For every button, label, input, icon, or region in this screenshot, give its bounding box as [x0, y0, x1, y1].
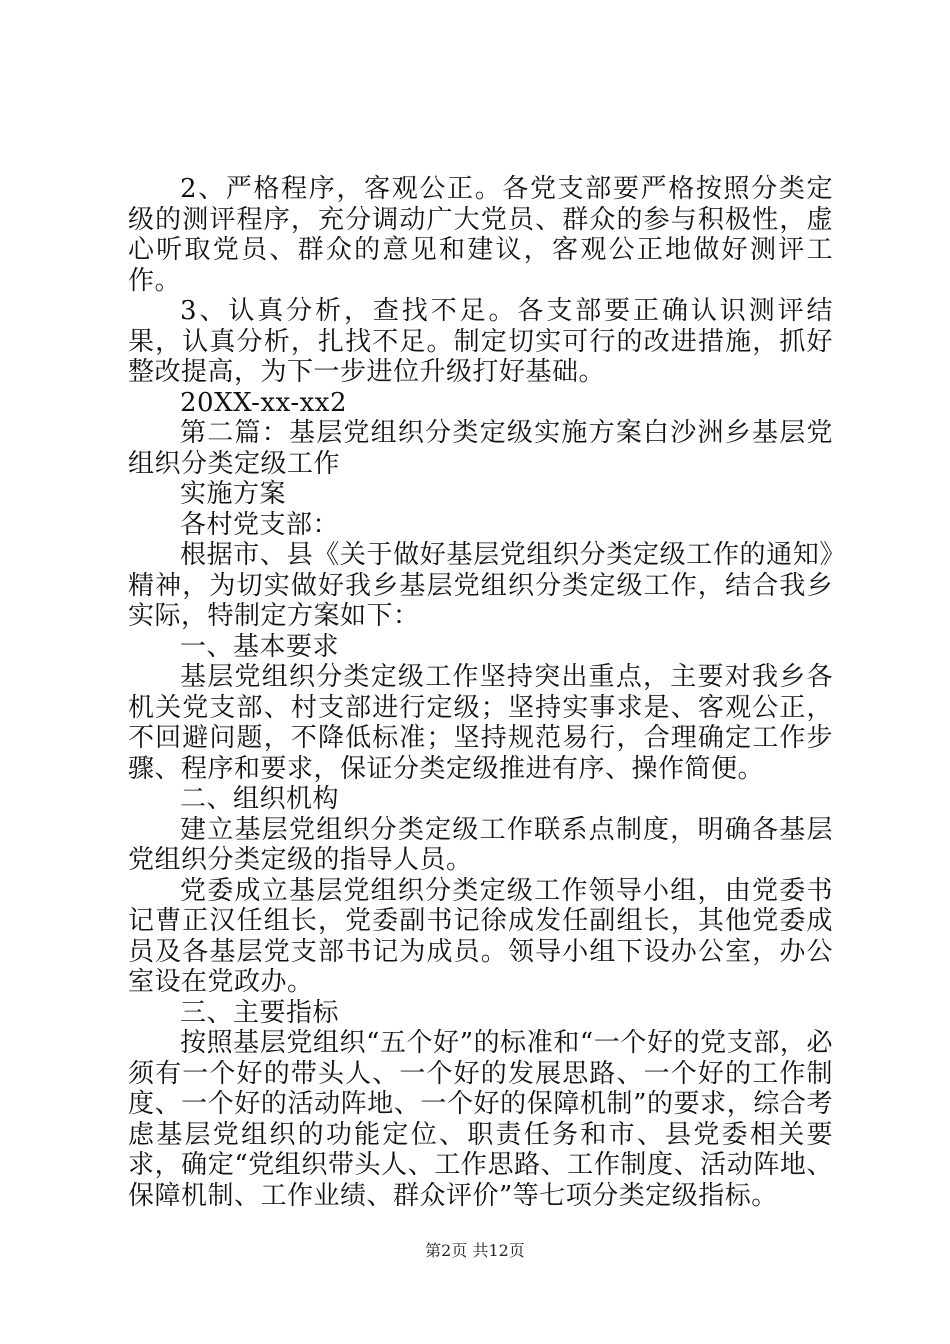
paragraph-salutation: 各村党支部： [180, 509, 340, 540]
paragraph-intro: 根据市、县《关于做好基层党组织分类定级工作的通知》精神，为切实做好我乡基层党组织分类定级工作，结合我乡实际，特制定方案如下： [128, 540, 833, 631]
heading-organization: 二、组织机构 [180, 784, 340, 814]
paragraph-leading-group: 党委成立基层党组织分类定级工作领导小组，由党委书记曹正汉任组长，党委副书记徐成发任副组长，其他党委成员及各基层党支部书记为成员。领导小组下设办公室，办公室设在党政办。 [128, 875, 833, 997]
paragraph-contact-point: 建立基层党组织分类定级工作联系点制度，明确各基层党组织分类定级的指导人员。 [128, 814, 833, 875]
paragraph-date: 20XX-xx-xx2 [180, 387, 347, 418]
paragraph-basic-requirements: 基层党组织分类定级工作坚持突出重点，主要对我乡各机关党支部、村支部进行定级；坚持实事求是、客观公正，不回避问题，不降低标准；坚持规范易行，合理确定工作步骤、程序和要求，保证分类定级推进有序、操作简便。 [128, 662, 833, 784]
paragraph-strict-procedure: 2、严格程序，客观公正。各党支部要严格按照分类定级的测评程序，充分调动广大党员、群众的参与积极性，虚心听取党员、群众的意见和建议，客观公正地做好测评工作。 [128, 174, 833, 296]
page-number-footer: 第2页 共12页 [425, 1241, 525, 1260]
section-title-second-article: 第二篇：基层党组织分类定级实施方案白沙洲乡基层党组织分类定级工作 [128, 418, 833, 479]
section-subtitle-plan: 实施方案 [180, 479, 287, 509]
paragraph-main-indicators: 按照基层党组织“五个好”的标准和“一个好的党支部，必须有一个好的带头人、一个好的发展思路、一个好的工作制度、一个好的活动阵地、一个好的保障机制”的要求，综合考虑基层党组织的功能定位、职责任务和市、县党委相关要求，确定“党组织带头人、工作思路、工作制度、活动阵地、保障机制、工作业绩、群众评价”等七项分类定级指标。 [128, 1028, 833, 1211]
heading-basic-requirements: 一、基本要求 [180, 631, 340, 662]
document-body [128, 174, 833, 1211]
heading-main-indicators: 三、主要指标 [180, 997, 340, 1028]
paragraph-careful-analysis: 3、认真分析，查找不足。各支部要正确认识测评结果，认真分析，扎找不足。制定切实可行的改进措施，抓好整改提高，为下一步进位升级打好基础。 [128, 296, 833, 387]
